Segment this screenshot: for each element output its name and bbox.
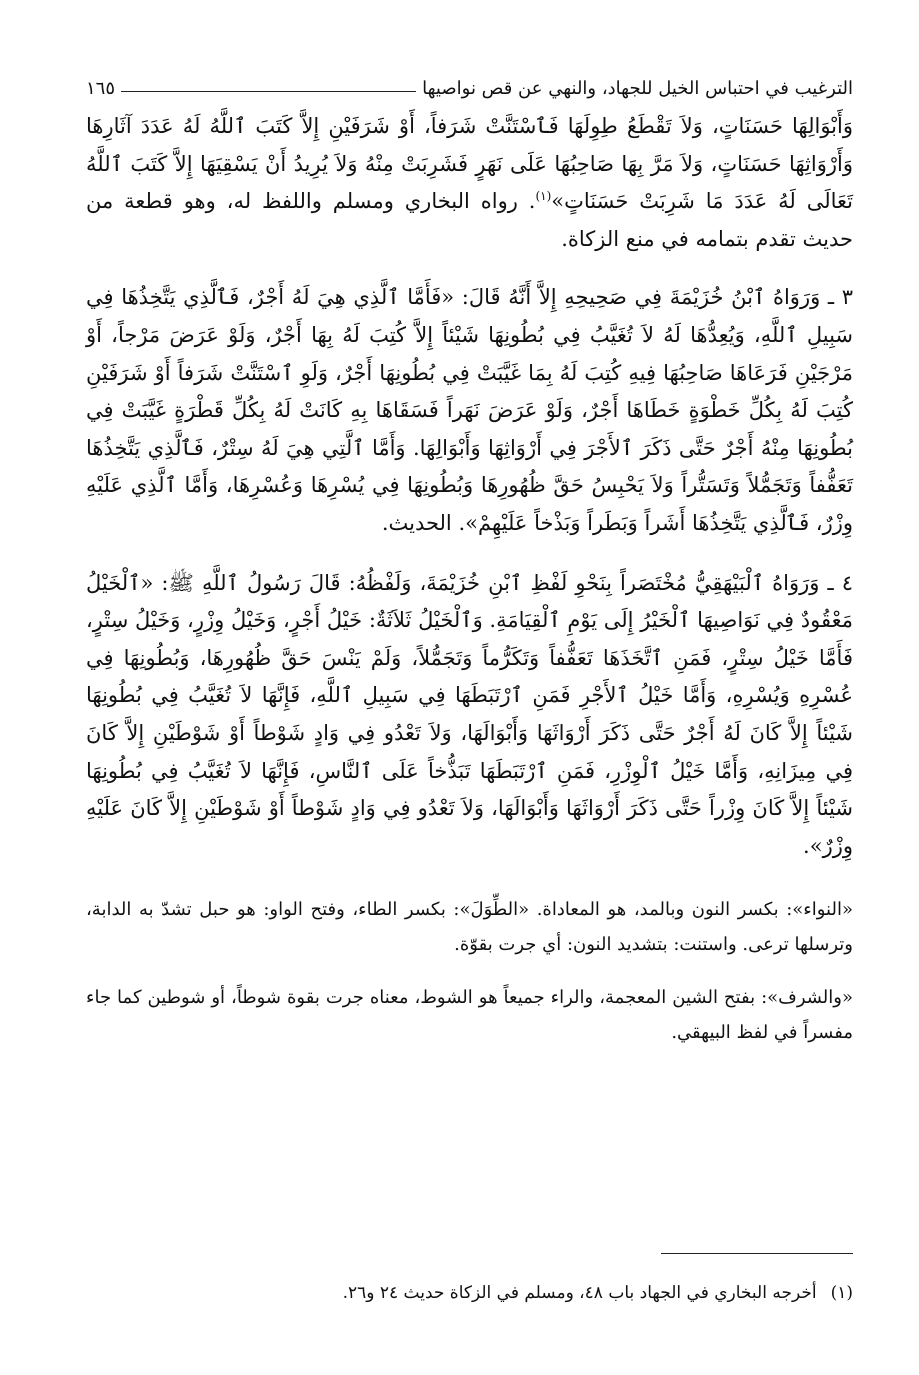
footnote-separator <box>661 1253 853 1254</box>
explanation-note-2: «والشرف»: بفتح الشين المعجمة، والراء جميعاً هو الشوط، معناه جرت بقوة شوطاً، أو شوطين كما جاء مفسراً في لفظ البيهقي. <box>86 987 854 1044</box>
footnote-number: (١) <box>830 1283 853 1303</box>
hadith-text: وَأَبْوَالِهَا حَسَنَاتٍ، وَلاَ تَقْطَعُ طِوِلَهَا فَٱسْتَنَّتْ شَرَفاً، أَوْ شَرَفَيْنِ إِلاَّ كَتَبَ ٱللَّهُ لَهُ عَدَدَ آثَارِهَا وَأَرْوَاثِهَا حَسَنَاتٍ، وَلاَ مَرَّ بِهَا صَاحِبُهَا عَلَى نَهَرٍ فَشَرِبَتْ مِنْهُ وَلاَ يُرِيدُ أَنْ يَسْقِيَهَا إِلاَّ كَتَبَ ٱللَّهُ تَعَالَى لَهُ عَدَدَ مَا شَرِبَتْ حَسَنَاتٍ» <box>86 114 854 214</box>
hadith-paragraph-1 <box>86 108 853 258</box>
hadith-paragraph-3: ٤ ـ وَرَوَاهُ ٱلْبَيْهَقِيُّ مُخْتَصَراً بِنَحْوِ لَفْظِ ٱبْنِ خُزَيْمَةَ، وَلَفْظُهُ: قَالَ رَسُولُ ٱللَّهِ ﷺ: «ٱلْخَيْلُ مَعْقُودٌ فِي نَوَاصِيهَا ٱلْخَيْرُ إِلَى يَوْمِ ٱلْقِيَامَةِ. وَٱلْخَيْلُ ثَلاَثَةٌ: خَيْلُ أَجْرٍ، وَخَيْلُ وِزْرٍ، وَخَيْلُ سِتْرٍ، فَأَمَّا خَيْلُ سِتْرٍ، فَمَنِ ٱتَّخَذَهَا تَعَفُّفاً وَتَكَرُّماً وَتَجَمُّلاً، وَلَمْ يَنْسَ حَقَّ ظُهُورِهَا، وَبُطُونِهَا فِي عُسْرِهِ وَيُسْرِهِ، وَأَمَّا خَيْلُ ٱلأَجْرِ فَمَنِ ٱرْتَبَطَهَا فِي سَبِيلِ ٱللَّهِ، فَإِنَّهَا لاَ تُغَيَّبُ فِي بُطُونِهَا شَيْئاً إِلاَّ كَانَ لَهُ أَجْرٌ حَتَّى ذَكَرَ أَرْوَاثَهَا وَأَبْوَالَهَا، وَلاَ تَعْدُو فِي وَادٍ شَوْطاً أَوْ شَوْطَيْنِ إِلاَّ كَانَ فِي مِيزَانِهِ، وَأَمَّا خَيْلُ ٱلْوِزْرِ، فَمَنِ ٱرْتَبَطَهَا تَبَذُّخاً عَلَى ٱلنَّاسِ، فَإِنَّهَا لاَ تُغَيَّبُ فِي بُطُونِهَا شَيْئاً إِلاَّ كَانَ وِزْراً حَتَّى ذَكَرَ أَرْوَاثَهَا وَأَبْوَالَهَا، وَلاَ تَعْدُو فِي وَادٍ شَوْطاً أَوْ شَوْطَيْنِ إِلاَّ كَانَ عَلَيْهِ وِزْرٌ». <box>86 570 853 858</box>
footnote <box>86 1278 853 1308</box>
page-body <box>86 108 853 1050</box>
explanation-note-1: «النواء»: بكسر النون وبالمد، هو المعاداة. «الطِّوَلَ»: بكسر الطاء، وفتح الواو: هو حبل تشدّ به الدابة، وترسلها ترعى. واستنت: بتشديد النون: أي جرت بقوّة. <box>86 899 853 956</box>
footnote-text: أخرجه البخاري في الجهاد باب ٤٨، ومسلم في الزكاة حديث ٢٤ و٢٦. <box>342 1283 817 1303</box>
narration-note: . رواه البخاري ومسلم واللفظ له، وهو قطعة من حديث تقدم بتمامه في منع الزكاة. <box>86 189 853 251</box>
footnote-reference: (١) <box>535 189 552 204</box>
running-header <box>86 74 853 102</box>
running-title: الترغيب في احتباس الخيل للجهاد، والنهي عن قص نواصيها <box>422 77 853 99</box>
hadith-paragraph-2: ٣ ـ وَرَوَاهُ ٱبْنُ خُزَيْمَةَ فِي صَحِيحِهِ إِلاَّ أَنَّهُ قَالَ: «فَأَمَّا ٱلَّذِي هِيَ لَهُ أَجْرٌ، فَٱلَّذِي يَتَّخِذُهَا فِي سَبِيلِ ٱللَّهِ، وَيُعِدُّهَا لَهُ لاَ تُغَيَّبُ فِي بُطُونِهَا شَيْئاً إِلاَّ كُتِبَ لَهُ بِهَا أَجْرٌ، وَلَوْ عَرَضَ مَرْجاً، أَوْ مَرْجَيْنِ فَرَعَاهَا صَاحِبُهَا فِيهِ كُتِبَ لَهُ بِمَا غَيَّبَتْ فِي بُطُونِهَا أَجْرٌ، وَلَوِ ٱسْتَنَّتْ شَرَفاً أَوْ شَرَفَيْنِ كُتِبَ لَهُ بِكُلِّ خَطْوَةٍ خَطَاهَا أَجْرٌ، وَلَوْ عَرَضَ نَهَراً فَسَقَاهَا بِهِ كَانَتْ لَهُ بِكُلِّ قَطْرَةٍ غَيَّبَتْ فِي بُطُونِهَا مِنْهُ أَجْرٌ حَتَّى ذَكَرَ ٱلأَجْرَ فِي أَرْوَاثِهَا وَأَبْوَالِهَا. وَأَمَّا ٱلَّتِي هِيَ لَهُ سِتْرٌ، فَٱلَّذِي يَتَّخِذُهَا تَعَفُّفاً وَتَجَمُّلاً وَتَسَتُّراً وَلاَ يَحْبِسُ حَقَّ ظُهُورِهَا وَبُطُونِهَا فِي يُسْرِهَا وَعُسْرِهَا، وَأَمَّا ٱلَّذِي عَلَيْهِ وِزْرٌ، فَٱلَّذِي يَتَّخِذُهَا أَشَراً وَبَطَراً وَبَذْخاً عَلَيْهِمْ». الحديث. <box>86 285 853 535</box>
header-rule <box>121 91 416 92</box>
page-number: ١٦٥ <box>86 77 116 99</box>
